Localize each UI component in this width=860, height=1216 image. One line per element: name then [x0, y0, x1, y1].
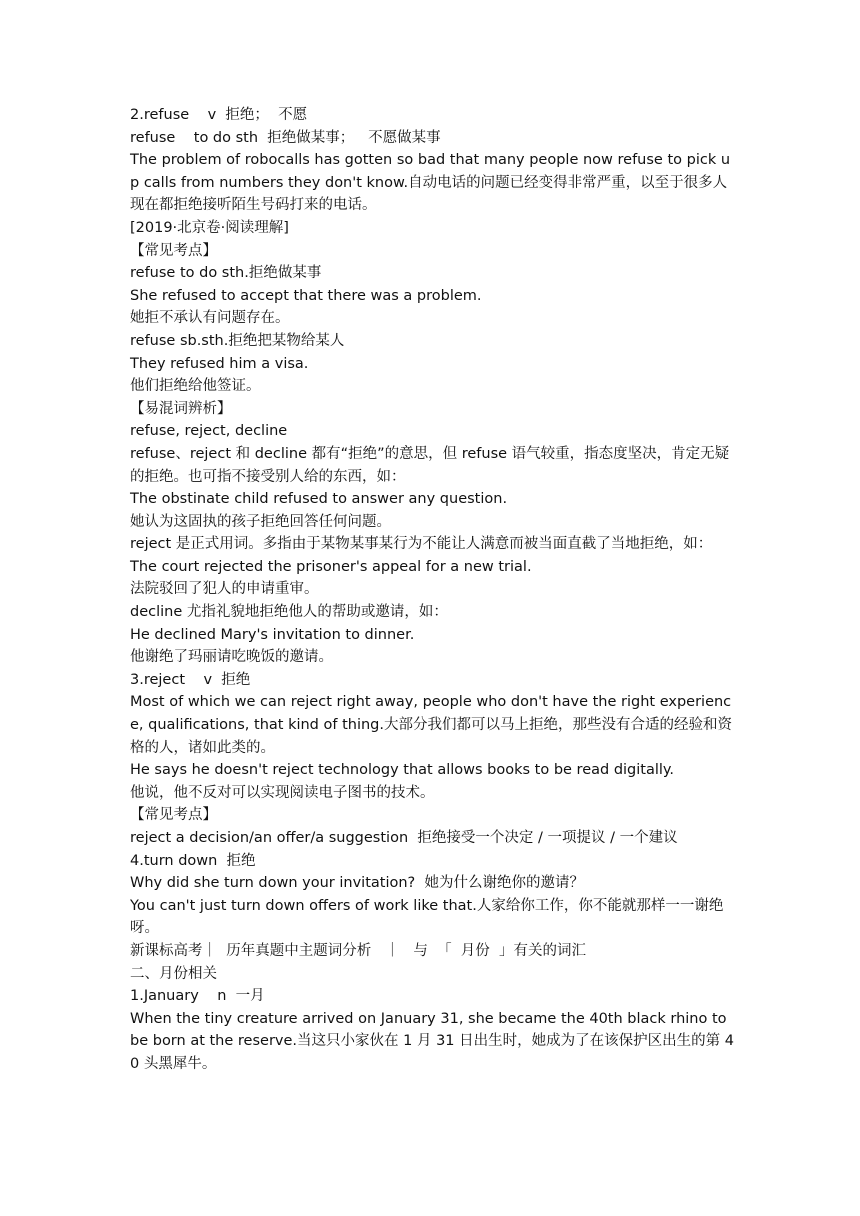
heading-refuse: 2.refuse v 拒绝； 不愿	[130, 107, 308, 123]
translation-line: 她拒不承认有问题存在。	[130, 310, 290, 327]
example-sentence: The court rejected the prisoner's appeal for a new trial.	[130, 558, 532, 575]
phrase-line: reject a decision/an offer/a suggestion 拒绝接受一个决定 / 一项提议 / 一个建议	[130, 830, 678, 846]
heading-reject: 3.reject v 拒绝	[130, 671, 251, 688]
explanation-paragraph: reject 是正式用词。多指由于某物某事某行为不能让人满意而被当面直截了当地拒绝，如：	[130, 536, 713, 553]
word-list: refuse, reject, decline	[130, 423, 288, 440]
phrase-line: refuse sb.sth.拒绝把某物给某人	[130, 332, 345, 349]
section-label: 【常见考点】	[130, 242, 217, 259]
section-label: 【常见考点】	[130, 807, 217, 824]
translation-line: 他们拒绝给他签证。	[130, 378, 261, 395]
example-sentence: They refused him a visa.	[130, 355, 309, 372]
example-sentence: She refused to accept that there was a problem.	[130, 287, 482, 304]
phrase-line: refuse to do sth.拒绝做某事	[130, 265, 322, 282]
example-sentence: Why did she turn down your invitation? 她为什么谢绝你的邀请？	[130, 875, 584, 892]
heading-january: 1.January n 一月	[130, 988, 265, 1005]
translation-line: 他谢绝了玛丽请吃晚饭的邀请。	[130, 649, 333, 666]
source-citation: [2019·北京卷·阅读理解]	[130, 219, 289, 236]
example-paragraph: When the tiny creature arrived on January 31, she became the 40th black rhino to be born at the reserve.当这只小家伙在 1 月 31 日出生时，她成为了在该保护区出生的第 40 头黑犀牛。	[130, 1010, 734, 1072]
example-sentence: He declined Mary's invitation to dinner.	[130, 626, 415, 643]
example-sentence: He says he doesn't reject technology that allows books to be read digitally.	[130, 762, 675, 779]
translation-line: 法院驳回了犯人的申请重审。	[130, 581, 319, 598]
example-sentence: The obstinate child refused to answer any question.	[130, 491, 508, 508]
section-label: 【易混词辨析】	[130, 400, 232, 417]
example-paragraph: You can't just turn down offers of work like that.人家给你工作，你不能就那样一一谢绝呀。	[130, 897, 724, 937]
example-paragraph: The problem of robocalls has gotten so bad that many people now refuse to pick up calls from numbers they don't know.自动电话的问题已经变得非常严重，以至于很多人现在都拒绝接听陌生号码打来的电话。	[130, 152, 731, 214]
explanation-paragraph: refuse、reject 和 decline 都有“拒绝”的意思，但 refuse 语气较重，指态度坚决，肯定无疑的拒绝。也可指不接受别人给的东西，如：	[130, 445, 730, 485]
example-paragraph: Most of which we can reject right away, people who don't have the right experience, qualifications, that kind of thing.大部分我们都可以马上拒绝，那些没有合适的经验和资格的人，诸如此类的。	[130, 694, 732, 756]
phrase-line: refuse to do sth 拒绝做某事； 不愿做某事	[130, 129, 441, 146]
section-heading: 二、月份相关	[130, 965, 217, 982]
topic-banner: 新课标高考｜ 历年真题中主题词分析 ｜ 与 「 月份 」有关的词汇	[130, 942, 587, 959]
heading-turn-down: 4.turn down 拒绝	[130, 852, 256, 869]
document-body	[130, 104, 734, 1076]
explanation-paragraph: decline 尤指礼貌地拒绝他人的帮助或邀请，如：	[130, 604, 448, 621]
translation-line: 他说，他不反对可以实现阅读电子图书的技术。	[130, 784, 435, 801]
translation-line: 她认为这固执的孩子拒绝回答任何问题。	[130, 513, 391, 530]
